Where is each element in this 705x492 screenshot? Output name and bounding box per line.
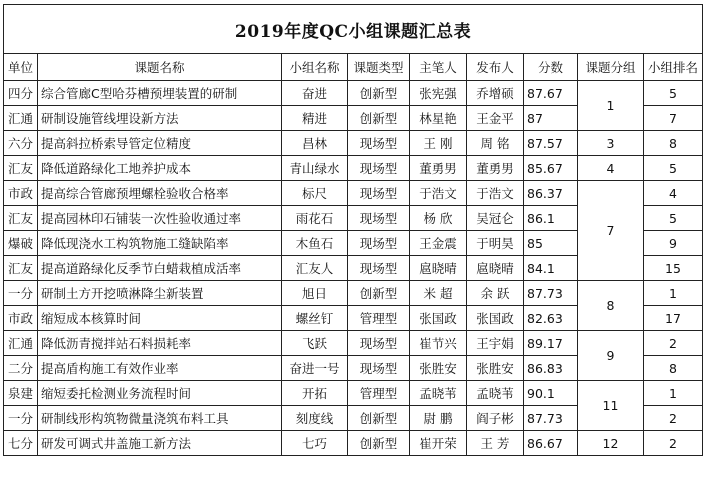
cell-rank: 5	[644, 156, 703, 181]
cell-group-name: 螺丝钉	[282, 306, 348, 331]
cell-topic: 提高综合管廊预埋螺栓验收合格率	[38, 181, 282, 206]
cell-topic-type: 创新型	[348, 431, 410, 456]
cell-author: 崔开荣	[410, 431, 467, 456]
cell-group-name: 七巧	[282, 431, 348, 456]
cell-author: 孟晓苇	[410, 381, 467, 406]
cell-topic: 研制土方开挖喷淋降尘新装置	[38, 281, 282, 306]
cell-score: 85	[524, 231, 578, 256]
header-topic: 课题名称	[38, 54, 282, 81]
cell-score: 84.1	[524, 256, 578, 281]
cell-rank: 2	[644, 431, 703, 456]
cell-topic-group: 7	[578, 181, 644, 281]
cell-presenter: 吴冠仑	[467, 206, 524, 231]
cell-unit: 六分	[4, 131, 38, 156]
cell-group-name: 刻度线	[282, 406, 348, 431]
cell-rank: 5	[644, 81, 703, 106]
cell-author: 董勇男	[410, 156, 467, 181]
cell-topic: 降低现浇水工构筑物施工缝缺陷率	[38, 231, 282, 256]
cell-unit: 汇友	[4, 156, 38, 181]
cell-author: 崔节兴	[410, 331, 467, 356]
cell-presenter: 张胜安	[467, 356, 524, 381]
cell-group-name: 青山绿水	[282, 156, 348, 181]
cell-score: 89.17	[524, 331, 578, 356]
cell-topic: 研制设施管线埋设新方法	[38, 106, 282, 131]
cell-score: 86.83	[524, 356, 578, 381]
cell-score: 87.73	[524, 406, 578, 431]
cell-rank: 17	[644, 306, 703, 331]
header-unit: 单位	[4, 54, 38, 81]
table-row	[4, 431, 703, 456]
cell-unit: 四分	[4, 81, 38, 106]
sheet-title: 2019年度QC小组课题汇总表	[4, 5, 703, 54]
cell-group-name: 奋进	[282, 81, 348, 106]
cell-presenter: 王宇娟	[467, 331, 524, 356]
cell-rank: 7	[644, 106, 703, 131]
cell-author: 王金震	[410, 231, 467, 256]
cell-presenter: 王金平	[467, 106, 524, 131]
cell-unit: 市政	[4, 181, 38, 206]
cell-topic-type: 现场型	[348, 331, 410, 356]
cell-topic-type: 现场型	[348, 156, 410, 181]
cell-topic-group: 4	[578, 156, 644, 181]
cell-presenter: 余 跃	[467, 281, 524, 306]
cell-topic: 研发可调式井盖施工新方法	[38, 431, 282, 456]
header-presenter: 发布人	[467, 54, 524, 81]
header-rank: 小组排名	[644, 54, 703, 81]
cell-author: 林星艳	[410, 106, 467, 131]
cell-unit: 一分	[4, 406, 38, 431]
cell-unit: 汇友	[4, 256, 38, 281]
cell-rank: 15	[644, 256, 703, 281]
cell-topic-type: 创新型	[348, 281, 410, 306]
cell-score: 87.73	[524, 281, 578, 306]
cell-score: 87	[524, 106, 578, 131]
cell-topic: 提高斜拉桥索导管定位精度	[38, 131, 282, 156]
cell-topic-group: 11	[578, 381, 644, 431]
cell-topic-type: 现场型	[348, 181, 410, 206]
cell-topic-type: 现场型	[348, 256, 410, 281]
cell-author: 张国政	[410, 306, 467, 331]
cell-group-name: 雨花石	[282, 206, 348, 231]
cell-presenter: 于浩文	[467, 181, 524, 206]
cell-group-name: 汇友人	[282, 256, 348, 281]
header-score: 分数	[524, 54, 578, 81]
table-row	[4, 81, 703, 106]
table-row	[4, 181, 703, 206]
cell-topic: 研制线形构筑物微量浇筑布料工具	[38, 406, 282, 431]
cell-topic-type: 创新型	[348, 81, 410, 106]
cell-author: 王 刚	[410, 131, 467, 156]
cell-topic-group: 1	[578, 81, 644, 131]
cell-rank: 9	[644, 231, 703, 256]
cell-group-name: 飞跃	[282, 331, 348, 356]
cell-rank: 5	[644, 206, 703, 231]
cell-group-name: 旭日	[282, 281, 348, 306]
cell-score: 90.1	[524, 381, 578, 406]
cell-topic-type: 创新型	[348, 406, 410, 431]
cell-author: 于浩文	[410, 181, 467, 206]
cell-rank: 8	[644, 131, 703, 156]
cell-score: 86.1	[524, 206, 578, 231]
table-row	[4, 131, 703, 156]
cell-group-name: 开拓	[282, 381, 348, 406]
cell-topic-type: 现场型	[348, 206, 410, 231]
cell-unit: 泉建	[4, 381, 38, 406]
cell-topic-type: 现场型	[348, 131, 410, 156]
cell-topic-type: 现场型	[348, 356, 410, 381]
header-row	[4, 54, 703, 81]
cell-author: 扈晓晴	[410, 256, 467, 281]
cell-author: 尉 鹏	[410, 406, 467, 431]
cell-topic-type: 创新型	[348, 106, 410, 131]
table-body	[4, 5, 703, 456]
table-row	[4, 381, 703, 406]
cell-rank: 1	[644, 381, 703, 406]
cell-topic: 提高盾构施工有效作业率	[38, 356, 282, 381]
cell-unit: 汇通	[4, 331, 38, 356]
cell-rank: 2	[644, 406, 703, 431]
cell-presenter: 董勇男	[467, 156, 524, 181]
cell-presenter: 阎子彬	[467, 406, 524, 431]
cell-group-name: 标尺	[282, 181, 348, 206]
table-row	[4, 331, 703, 356]
cell-score: 86.37	[524, 181, 578, 206]
cell-rank: 2	[644, 331, 703, 356]
cell-topic-group: 8	[578, 281, 644, 331]
cell-unit: 爆破	[4, 231, 38, 256]
cell-topic-type: 管理型	[348, 306, 410, 331]
cell-topic: 缩短成本核算时间	[38, 306, 282, 331]
cell-score: 86.67	[524, 431, 578, 456]
header-author: 主笔人	[410, 54, 467, 81]
cell-presenter: 扈晓晴	[467, 256, 524, 281]
cell-topic-group: 9	[578, 331, 644, 381]
cell-presenter: 周 铭	[467, 131, 524, 156]
cell-unit: 一分	[4, 281, 38, 306]
cell-presenter: 乔增硕	[467, 81, 524, 106]
cell-score: 87.67	[524, 81, 578, 106]
cell-group-name: 精进	[282, 106, 348, 131]
qc-summary-table	[3, 4, 703, 456]
cell-unit: 汇通	[4, 106, 38, 131]
header-group-name: 小组名称	[282, 54, 348, 81]
table-row	[4, 156, 703, 181]
cell-score: 85.67	[524, 156, 578, 181]
cell-unit: 市政	[4, 306, 38, 331]
cell-topic-type: 现场型	[348, 231, 410, 256]
table-row	[4, 281, 703, 306]
cell-author: 张胜安	[410, 356, 467, 381]
cell-topic-group: 3	[578, 131, 644, 156]
cell-rank: 1	[644, 281, 703, 306]
cell-group-name: 木鱼石	[282, 231, 348, 256]
cell-presenter: 王 芳	[467, 431, 524, 456]
cell-author: 杨 欣	[410, 206, 467, 231]
cell-topic: 提高道路绿化反季节白蜡栽植成活率	[38, 256, 282, 281]
cell-score: 87.57	[524, 131, 578, 156]
cell-unit: 七分	[4, 431, 38, 456]
cell-author: 米 超	[410, 281, 467, 306]
cell-presenter: 张国政	[467, 306, 524, 331]
header-topic-type: 课题类型	[348, 54, 410, 81]
cell-author: 张宪强	[410, 81, 467, 106]
cell-topic-group: 12	[578, 431, 644, 456]
cell-rank: 4	[644, 181, 703, 206]
cell-score: 82.63	[524, 306, 578, 331]
cell-topic-type: 管理型	[348, 381, 410, 406]
cell-topic: 提高园林印石铺装一次性验收通过率	[38, 206, 282, 231]
cell-group-name: 奋进一号	[282, 356, 348, 381]
title-row	[4, 5, 703, 54]
cell-topic: 缩短委托检测业务流程时间	[38, 381, 282, 406]
cell-unit: 汇友	[4, 206, 38, 231]
cell-rank: 8	[644, 356, 703, 381]
cell-topic: 综合管廊C型哈芬槽预埋装置的研制	[38, 81, 282, 106]
cell-group-name: 昌林	[282, 131, 348, 156]
header-topic-group: 课题分组	[578, 54, 644, 81]
cell-topic: 降低沥青搅拌站石料损耗率	[38, 331, 282, 356]
cell-presenter: 于明昊	[467, 231, 524, 256]
cell-topic: 降低道路绿化工地养护成本	[38, 156, 282, 181]
cell-presenter: 孟晓苇	[467, 381, 524, 406]
cell-unit: 二分	[4, 356, 38, 381]
